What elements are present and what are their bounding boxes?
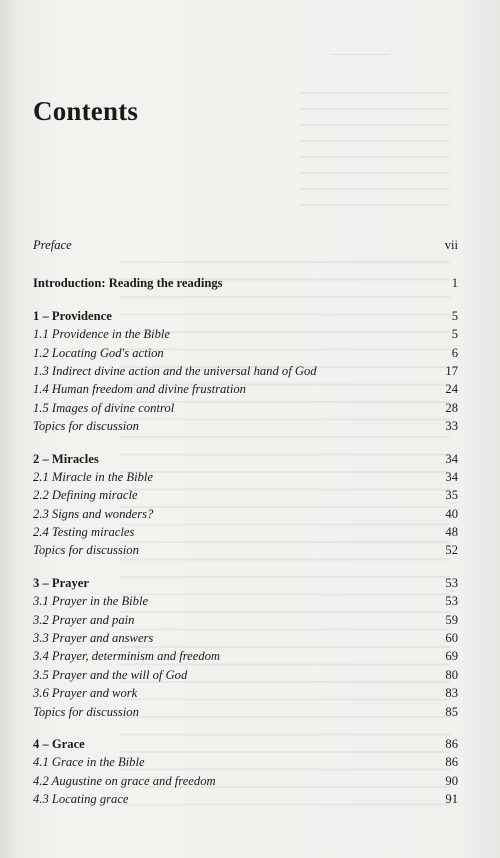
toc-chapter-entry[interactable] [33, 450, 458, 468]
toc-page-number: 40 [445, 506, 458, 521]
toc-spacer [33, 560, 458, 574]
toc-page-number: 52 [445, 543, 458, 558]
toc-entry-label: 3.4 Prayer, determinism and freedom [33, 649, 221, 664]
toc-entry[interactable] [33, 380, 458, 398]
toc-spacer [33, 293, 458, 307]
toc-entry-label: 4.2 Augustine on grace and freedom [33, 773, 216, 788]
toc-entry[interactable] [33, 611, 458, 629]
toc-entry-label: Topics for discussion [33, 543, 139, 558]
toc-entry[interactable] [33, 362, 458, 380]
toc-entry-label: Preface [33, 238, 72, 252]
toc-entry-label: 4 – Grace [33, 736, 85, 751]
toc-entry-label: 3.5 Prayer and the will of God [33, 667, 188, 682]
toc-page-number: 86 [445, 736, 458, 751]
toc-page-number: 34 [445, 451, 458, 466]
toc-page-number: 83 [445, 686, 458, 701]
toc-page-number: 17 [445, 363, 458, 378]
page-title: Contents [33, 96, 139, 126]
toc-entry[interactable] [33, 647, 458, 665]
toc-page-number: 5 [451, 327, 458, 342]
toc-page-number: 86 [445, 755, 458, 770]
toc-entry[interactable] [33, 399, 458, 417]
toc-entry-label: 2.1 Miracle in the Bible [33, 469, 153, 484]
table-of-contents [33, 236, 458, 809]
toc-entry-label: Topics for discussion [33, 704, 139, 719]
toc-entry[interactable] [33, 468, 458, 486]
toc-entry-label: 4.3 Locating grace [33, 792, 129, 807]
toc-entry[interactable] [33, 541, 458, 559]
toc-spacer [33, 254, 458, 274]
toc-entry-label: 3.3 Prayer and answers [33, 631, 154, 646]
toc-page-number: 28 [445, 400, 458, 415]
toc-page-number: 34 [445, 469, 458, 484]
toc-page-number: 5 [451, 308, 458, 323]
toc-entry-label: 1.4 Human freedom and divine frustration [33, 382, 246, 397]
toc-entry-label: Topics for discussion [33, 419, 139, 434]
toc-page-number: 59 [445, 612, 458, 627]
toc-entry-label: 3 – Prayer [33, 575, 89, 590]
toc-entry-label: 1.3 Indirect divine action and the universal hand of God [33, 363, 317, 378]
toc-page-number: 6 [451, 345, 458, 360]
toc-entry[interactable] [33, 772, 458, 790]
toc-page-number: 60 [445, 631, 458, 646]
toc-page-number: 33 [445, 419, 458, 434]
toc-entry-label: 2 – Miracles [33, 451, 99, 466]
toc-entry[interactable] [33, 629, 458, 647]
toc-entry[interactable] [33, 486, 458, 504]
toc-entry[interactable] [33, 753, 458, 771]
toc-spacer [33, 436, 458, 450]
toc-entry[interactable] [33, 505, 458, 523]
toc-chapter-entry[interactable] [33, 574, 458, 592]
toc-page-number: 53 [445, 594, 458, 609]
toc-entry-label: 4.1 Grace in the Bible [33, 755, 145, 770]
toc-entry-label: 1.5 Images of divine control [33, 400, 175, 415]
toc-page-number: 69 [445, 649, 458, 664]
toc-entry[interactable] [33, 703, 458, 721]
toc-page-number: vii [444, 238, 458, 252]
toc-page-number: 90 [445, 773, 458, 788]
toc-page-number: 53 [445, 575, 458, 590]
toc-page-number: 1 [451, 276, 458, 291]
toc-page-number: 80 [445, 667, 458, 682]
toc-page-number: 48 [445, 525, 458, 540]
toc-entry[interactable] [33, 523, 458, 541]
toc-chapter-entry[interactable] [33, 735, 458, 753]
toc-entry[interactable] [33, 684, 458, 702]
toc-entry[interactable] [33, 666, 458, 684]
toc-entry-label: 3.6 Prayer and work [33, 686, 138, 701]
toc-entry-label: 3.2 Prayer and pain [33, 612, 135, 627]
toc-page-number: 85 [445, 704, 458, 719]
toc-entry-label: 2.3 Signs and wonders? [33, 506, 154, 521]
toc-entry-label: 3.1 Prayer in the Bible [33, 594, 149, 609]
toc-entry[interactable] [33, 236, 458, 254]
toc-page-number: 91 [445, 792, 458, 807]
toc-entry-label: 2.2 Defining miracle [33, 488, 138, 503]
toc-entry-label: 1.2 Locating God's action [33, 345, 164, 360]
toc-page-number: 35 [445, 488, 458, 503]
toc-entry[interactable] [33, 417, 458, 435]
toc-entry-label: 1.1 Providence in the Bible [33, 327, 170, 342]
toc-chapter-entry[interactable] [33, 274, 458, 292]
bleed-through-lines-top [300, 82, 450, 212]
toc-entry-label: 2.4 Testing miracles [33, 525, 135, 540]
toc-entry-label: 1 – Providence [33, 308, 112, 323]
toc-chapter-entry[interactable] [33, 307, 458, 325]
toc-entry[interactable] [33, 592, 458, 610]
toc-spacer [33, 721, 458, 735]
toc-entry-label: Introduction: Reading the readings [33, 276, 223, 291]
toc-page-number: 24 [445, 382, 458, 397]
toc-entry[interactable] [33, 344, 458, 362]
toc-entry[interactable] [33, 325, 458, 343]
toc-entry[interactable] [33, 790, 458, 808]
